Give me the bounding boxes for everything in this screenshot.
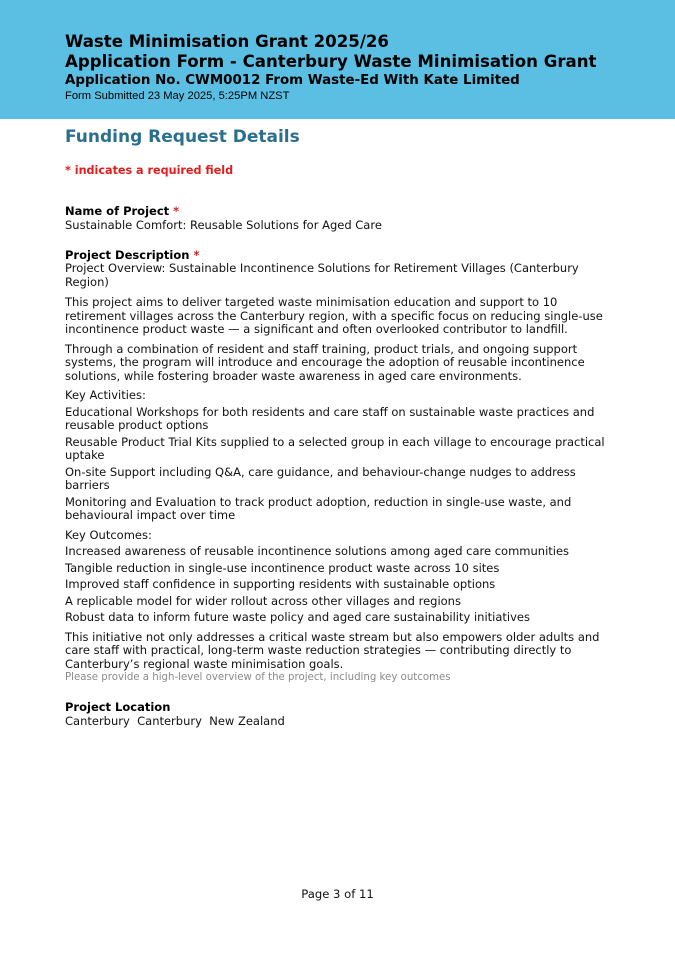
field-label: Project Location	[65, 700, 171, 714]
description-paragraph: Through a combination of resident and staff training, product trials, and ongoing support systems, the program will introduce and encourage the adoption of reusable incontinence solutions, while fostering broader waste awareness in aged care environments.	[65, 341, 585, 383]
field-label: Name of Project *	[65, 204, 180, 218]
field-hint: Please provide a high-level overview of the project, including key outcomes	[65, 672, 451, 683]
key-outcomes-heading: Key Outcomes:	[65, 527, 152, 542]
outcome-item: Improved staff confidence in supporting residents with sustainable options	[65, 577, 496, 591]
activity-item: Educational Workshops for both residents and care staff on sustainable waste practices and reusable product options	[65, 404, 595, 432]
activity-item: Reusable Product Trial Kits supplied to a selected group in each village to encourage practical uptake	[65, 434, 605, 462]
outcome-item: Tangible reduction in single-use incontinence product waste across 10 sites	[65, 560, 500, 575]
outcome-item: A replicable model for wider rollout across other villages and regions	[65, 593, 461, 608]
outcome-item: Robust data to inform future waste policy and aged care sustainability initiatives	[65, 610, 530, 624]
grant-title: Waste Minimisation Grant 2025/26	[65, 32, 389, 51]
outcome-item: Increased awareness of reusable incontinence solutions among aged care communities	[65, 544, 570, 558]
submitted-date: Form Submitted 23 May 2025, 5:25PM NZST	[65, 90, 290, 102]
description-paragraph: Project Overview: Sustainable Incontinence Solutions for Retirement Villages (Canterbury Region)	[65, 261, 579, 289]
application-number: Application No. CWM0012 From Waste-Ed With Kate Limited	[65, 73, 520, 88]
description-paragraph: This initiative not only addresses a critical waste stream but also empowers older adults and care staff with practical, long-term waste reduction strategies — contributing directly to Canterbury’s regional waste minimisation goals.	[65, 629, 600, 671]
required-star: *	[173, 204, 180, 218]
required-field-note: * indicates a required field	[65, 164, 234, 177]
required-star: *	[193, 248, 200, 262]
field-project-location	[65, 700, 605, 728]
activity-item: Monitoring and Evaluation to track product adoption, reduction in single-use waste, and behavioural impact over time	[65, 494, 572, 522]
field-label: Project Description *	[65, 248, 200, 262]
project-name-value: Sustainable Comfort: Reusable Solutions for Aged Care	[65, 218, 382, 232]
field-project-name	[65, 204, 605, 232]
description-paragraph: This project aims to deliver targeted waste minimisation education and support to 10 retirement villages across the Canterbury region, with a specific focus on reducing single-use incontinence product waste — a significant and often overlooked contributor to landfill.	[65, 295, 603, 336]
page-number: Page 3 of 11	[301, 887, 374, 901]
form-content	[65, 126, 605, 728]
section-title: Funding Request Details	[65, 127, 300, 147]
header-banner	[0, 0, 675, 119]
activity-item: On-site Support including Q&A, care guidance, and behaviour-change nudges to address barriers	[65, 464, 576, 492]
form-title: Application Form - Canterbury Waste Minimisation Grant	[65, 52, 597, 71]
field-project-description	[65, 248, 605, 684]
project-location-value: Canterbury Canterbury New Zealand	[65, 714, 285, 728]
key-activities-heading: Key Activities:	[65, 388, 146, 402]
